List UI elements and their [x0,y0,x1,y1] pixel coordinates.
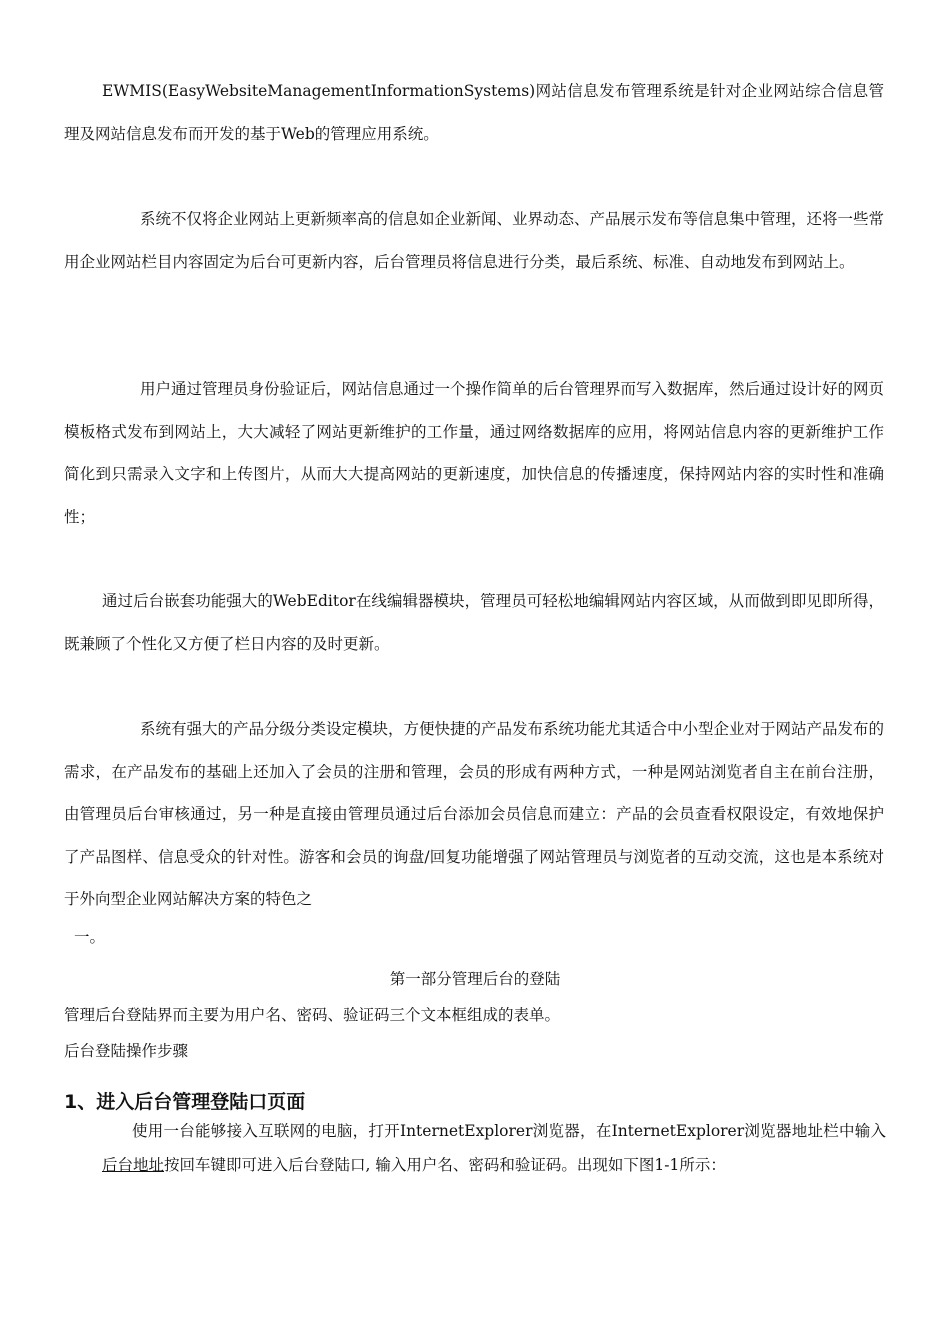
step1-heading: 1、进入后台管理登陆口页面 [64,1091,306,1113]
steps-label: 后台登陆操作步骤 [64,1042,189,1060]
paragraph-system-overview: 系统不仅将企业网站上更新频率高的信息如企业新闻、业界动态、产品展示发布等信息集中管理，还将一些常用企业网站栏目内容固定为后台可更新内容，后台管理员将信息进行分类，最后系统、标准、自动地发布到网站上。 [64,210,885,271]
step1-text-after: 按回车键即可进入后台登陆口, 输入用户名、密码和验证码。出现如下图1-1所示： [164,1156,726,1174]
paragraph-user-workflow: 用户通过管理员身份验证后，网站信息通过一个操作简单的后台管理界而写入数据库，然后通过设计好的网页模板格式发布到网站上，大大减轻了网站更新维护的工作量，通过网络数据库的应用，将网站信息内容的更新维护工作简化到只需录入文字和上传图片，从而大大提高网站的更新速度，加快信息的传播速度，保持网站内容的实时性和准确性； [64,380,885,526]
backend-address-link[interactable]: 后台地址 [102,1156,165,1174]
step1-text-before: 使用一台能够接入互联网的电脑，打开InternetExplorer浏览器，在InternetExplorer浏览器地址栏中输入 [132,1122,886,1140]
paragraph-tail: 一。 [74,928,106,946]
paragraph-intro: EWMIS(EasyWebsiteManagementInformationSystems)网站信息发布管理系统是针对企业网站综合信息管理及网站信息发布而开发的基于Web的管理应用系统。 [64,82,884,143]
section-title: 第一部分管理后台的登陆 [389,970,561,988]
paragraph-webeditor: 通过后台嵌套功能强大的WebEditor在线编辑器模块，管理员可轻松地编辑网站内容区域，从而做到即见即所得，既兼顾了个性化又方便了栏日内容的及时更新。 [64,592,884,653]
section-intro: 管理后台登陆界而主要为用户名、密码、验证码三个文本框组成的表单。 [64,1006,561,1024]
paragraph-product-module: 系统有强大的产品分级分类设定模块，方便快捷的产品发布系统功能尤其适合中小型企业对于网站产品发布的需求，在产品发布的基础上还加入了会员的注册和管理，会员的形成有两种方式，一种是网站浏览者自主在前台注册，由管理员后台审核通过，另一种是直接由管理员通过后台添加会员信息而建立：产品的会员查看权限设定，有效地保护了产品图样、信息受众的针对性。游客和会员的询盘/回复功能增强了网站管理员与浏览者的互动交流，这也是本系统对于外向型企业网站解决方案的特色之 [64,720,885,908]
step1-text [102,1114,886,1182]
